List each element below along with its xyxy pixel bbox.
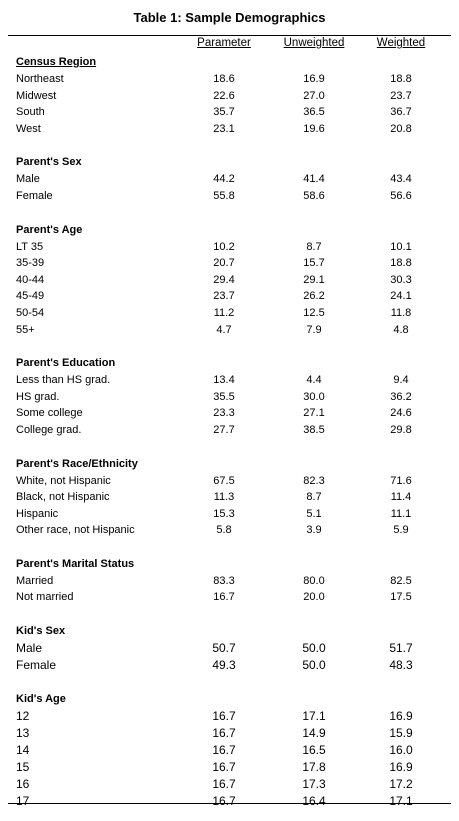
cell-parameter: 13.4 [213,374,235,387]
section-title: Kid's Sex [16,625,66,638]
row-label: 17 [16,794,30,809]
table-row [8,522,451,539]
cell-parameter: 18.6 [213,73,235,85]
cell-parameter: 11.2 [213,306,235,319]
cell-unweighted: 3.9 [306,524,322,537]
cell-parameter: 20.7 [213,257,235,270]
row-label: Male [16,641,43,656]
top-rule [8,35,451,36]
row-label: Other race, not Hispanic [16,524,135,537]
cell-weighted: 11.1 [390,507,412,520]
cell-weighted: 11.8 [390,306,412,319]
section-title: Parent's Marital Status [16,557,135,570]
cell-unweighted: 38.5 [303,423,325,436]
section-spacer [8,205,451,222]
cell-weighted: 17.5 [390,591,412,604]
table-row [8,389,451,406]
section-title: Parent's Sex [16,156,82,169]
cell-weighted: 10.1 [390,240,412,253]
cell-unweighted: 19.6 [303,122,325,135]
section-spacer [8,439,451,456]
table-row [8,742,451,759]
cell-unweighted: 82.3 [303,474,325,487]
row-label: Less than HS grad. [16,374,111,387]
cell-parameter: 35.5 [213,390,235,403]
table-row [8,272,451,289]
row-label: 12 [16,709,30,724]
table-row [8,104,451,121]
cell-parameter: 16.7 [212,760,236,775]
cell-parameter: 15.3 [213,507,235,520]
row-label: Female [16,658,57,673]
table-row [8,589,451,606]
row-label: 15 [16,760,30,775]
cell-parameter: 10.2 [213,240,235,253]
bottom-rule [8,803,451,804]
cell-unweighted: 20.0 [303,591,325,604]
table-row [8,288,451,305]
table-row [8,759,451,776]
cell-unweighted: 16.4 [302,794,326,809]
cell-weighted: 30.3 [390,273,412,286]
cell-weighted: 16.9 [389,709,413,724]
cell-weighted: 51.7 [389,641,413,656]
cell-parameter: 16.7 [212,743,236,758]
table-row [8,239,451,256]
cell-parameter: 16.7 [212,709,236,724]
cell-unweighted: 7.9 [306,323,322,336]
table-row [8,255,451,272]
row-label: Black, not Hispanic [16,491,110,504]
table-row [8,88,451,105]
table-row [8,776,451,793]
cell-parameter: 35.7 [213,106,235,119]
cell-weighted: 48.3 [389,658,413,673]
row-label: 55+ [16,323,35,336]
cell-weighted: 23.7 [390,89,412,102]
cell-unweighted: 17.1 [302,709,326,724]
cell-unweighted: 58.6 [303,189,325,202]
table-row [8,422,451,439]
table-row [8,405,451,422]
cell-unweighted: 5.1 [306,507,322,520]
cell-parameter: 16.7 [212,794,236,809]
cell-unweighted: 16.9 [303,73,325,85]
cell-unweighted: 8.7 [306,491,322,504]
section-spacer [8,137,451,154]
table-section [8,556,451,606]
table-row [8,793,451,810]
cell-weighted: 9.4 [393,374,409,387]
cell-unweighted: 17.8 [302,760,326,775]
cell-unweighted: 17.3 [302,777,326,792]
cell-parameter: 49.3 [212,658,236,673]
table-row [8,725,451,742]
cell-unweighted: 16.5 [302,743,326,758]
cell-weighted: 15.9 [389,726,413,741]
table-row [8,322,451,339]
table-row [8,121,451,138]
cell-weighted: 43.4 [390,173,412,186]
table-row [8,305,451,322]
table-row [8,489,451,506]
table-row [8,188,451,205]
cell-parameter: 83.3 [213,574,235,587]
section-spacer [8,674,451,691]
row-label: Midwest [16,89,57,102]
table-title: Table 1: Sample Demographics [133,10,326,25]
cell-weighted: 36.2 [390,390,412,403]
table-row [8,708,451,725]
cell-parameter: 22.6 [213,89,235,102]
table-body [8,54,451,810]
row-label: HS grad. [16,390,60,403]
cell-unweighted: 27.1 [303,407,325,420]
cell-weighted: 18.8 [390,73,412,85]
cell-unweighted: 50.0 [302,641,326,656]
cell-parameter: 23.3 [213,407,235,420]
cell-unweighted: 12.5 [303,306,325,319]
cell-weighted: 36.7 [390,106,412,119]
cell-unweighted: 50.0 [302,658,326,673]
cell-unweighted: 27.0 [303,89,325,102]
cell-weighted: 24.1 [390,290,412,303]
row-label: Male [16,173,40,186]
table-row [8,506,451,523]
cell-parameter: 44.2 [213,173,235,186]
cell-parameter: 11.3 [213,491,235,504]
cell-parameter: 23.1 [213,122,235,135]
section-spacer [8,338,451,355]
cell-parameter: 55.8 [213,189,235,202]
row-label: 40-44 [16,273,45,286]
cell-parameter: 50.7 [212,641,236,656]
column-header-weighted: Weighted [376,37,426,49]
table-section [8,691,451,810]
section-title: Kid's Age [16,693,66,706]
row-label: Northeast [16,73,64,85]
row-label: Some college [16,407,83,420]
cell-weighted: 71.6 [390,474,412,487]
section-title: Census Region [16,56,97,68]
cell-weighted: 17.1 [389,794,413,809]
cell-weighted: 56.6 [390,189,412,202]
row-label: Hispanic [16,507,59,520]
row-label: 35-39 [16,257,45,270]
cell-unweighted: 26.2 [303,290,325,303]
cell-unweighted: 14.9 [302,726,326,741]
cell-weighted: 5.9 [393,524,409,537]
cell-unweighted: 80.0 [303,574,325,587]
table-section [8,54,451,137]
cell-weighted: 16.0 [389,743,413,758]
table-row [8,71,451,88]
cell-unweighted: 4.4 [306,374,322,387]
row-label: 45-49 [16,290,45,303]
table-section [8,623,451,674]
cell-weighted: 17.2 [389,777,413,792]
section-title: Parent's Education [16,357,116,370]
section-title: Parent's Age [16,223,83,236]
table-section [8,456,451,539]
cell-parameter: 23.7 [213,290,235,303]
section-spacer [8,539,451,556]
table-row [8,657,451,674]
cell-parameter: 16.7 [212,777,236,792]
row-label: White, not Hispanic [16,474,111,487]
row-label: LT 35 [16,240,44,253]
section-title: Parent's Race/Ethnicity [16,457,138,470]
row-label: 50-54 [16,306,45,319]
cell-unweighted: 30.0 [303,390,325,403]
cell-weighted: 20.8 [390,122,412,135]
cell-parameter: 27.7 [213,423,235,436]
row-label: Married [16,574,54,587]
cell-unweighted: 8.7 [306,240,322,253]
cell-parameter: 4.7 [216,323,232,336]
table-row [8,372,451,389]
table-section [8,154,451,204]
cell-weighted: 18.8 [390,257,412,270]
cell-unweighted: 41.4 [303,173,325,186]
cell-weighted: 82.5 [390,574,412,587]
cell-weighted: 24.6 [390,407,412,420]
row-label: College grad. [16,423,82,436]
cell-parameter: 16.7 [212,726,236,741]
row-label: 13 [16,726,30,741]
cell-weighted: 16.9 [389,760,413,775]
cell-unweighted: 36.5 [303,106,325,119]
table-row [8,573,451,590]
table-row [8,171,451,188]
table-section [8,222,451,339]
row-label: 14 [16,743,30,758]
table-row [8,640,451,657]
column-header-parameter: Parameter [197,37,251,49]
cell-weighted: 4.8 [393,323,409,336]
section-spacer [8,606,451,623]
table-row [8,473,451,490]
cell-parameter: 16.7 [213,591,235,604]
row-label: Not married [16,591,74,604]
cell-weighted: 29.8 [390,423,412,436]
row-label: 16 [16,777,30,792]
table-section [8,355,451,438]
row-label: South [16,106,45,119]
cell-unweighted: 15.7 [303,257,325,270]
row-label: Female [16,189,53,202]
cell-unweighted: 29.1 [303,273,325,286]
row-label: West [16,122,41,135]
column-header-row [8,37,451,54]
cell-weighted: 11.4 [390,491,412,504]
cell-parameter: 5.8 [216,524,232,537]
cell-parameter: 29.4 [213,273,235,286]
cell-parameter: 67.5 [213,474,235,487]
column-header-unweighted: Unweighted [283,37,345,49]
